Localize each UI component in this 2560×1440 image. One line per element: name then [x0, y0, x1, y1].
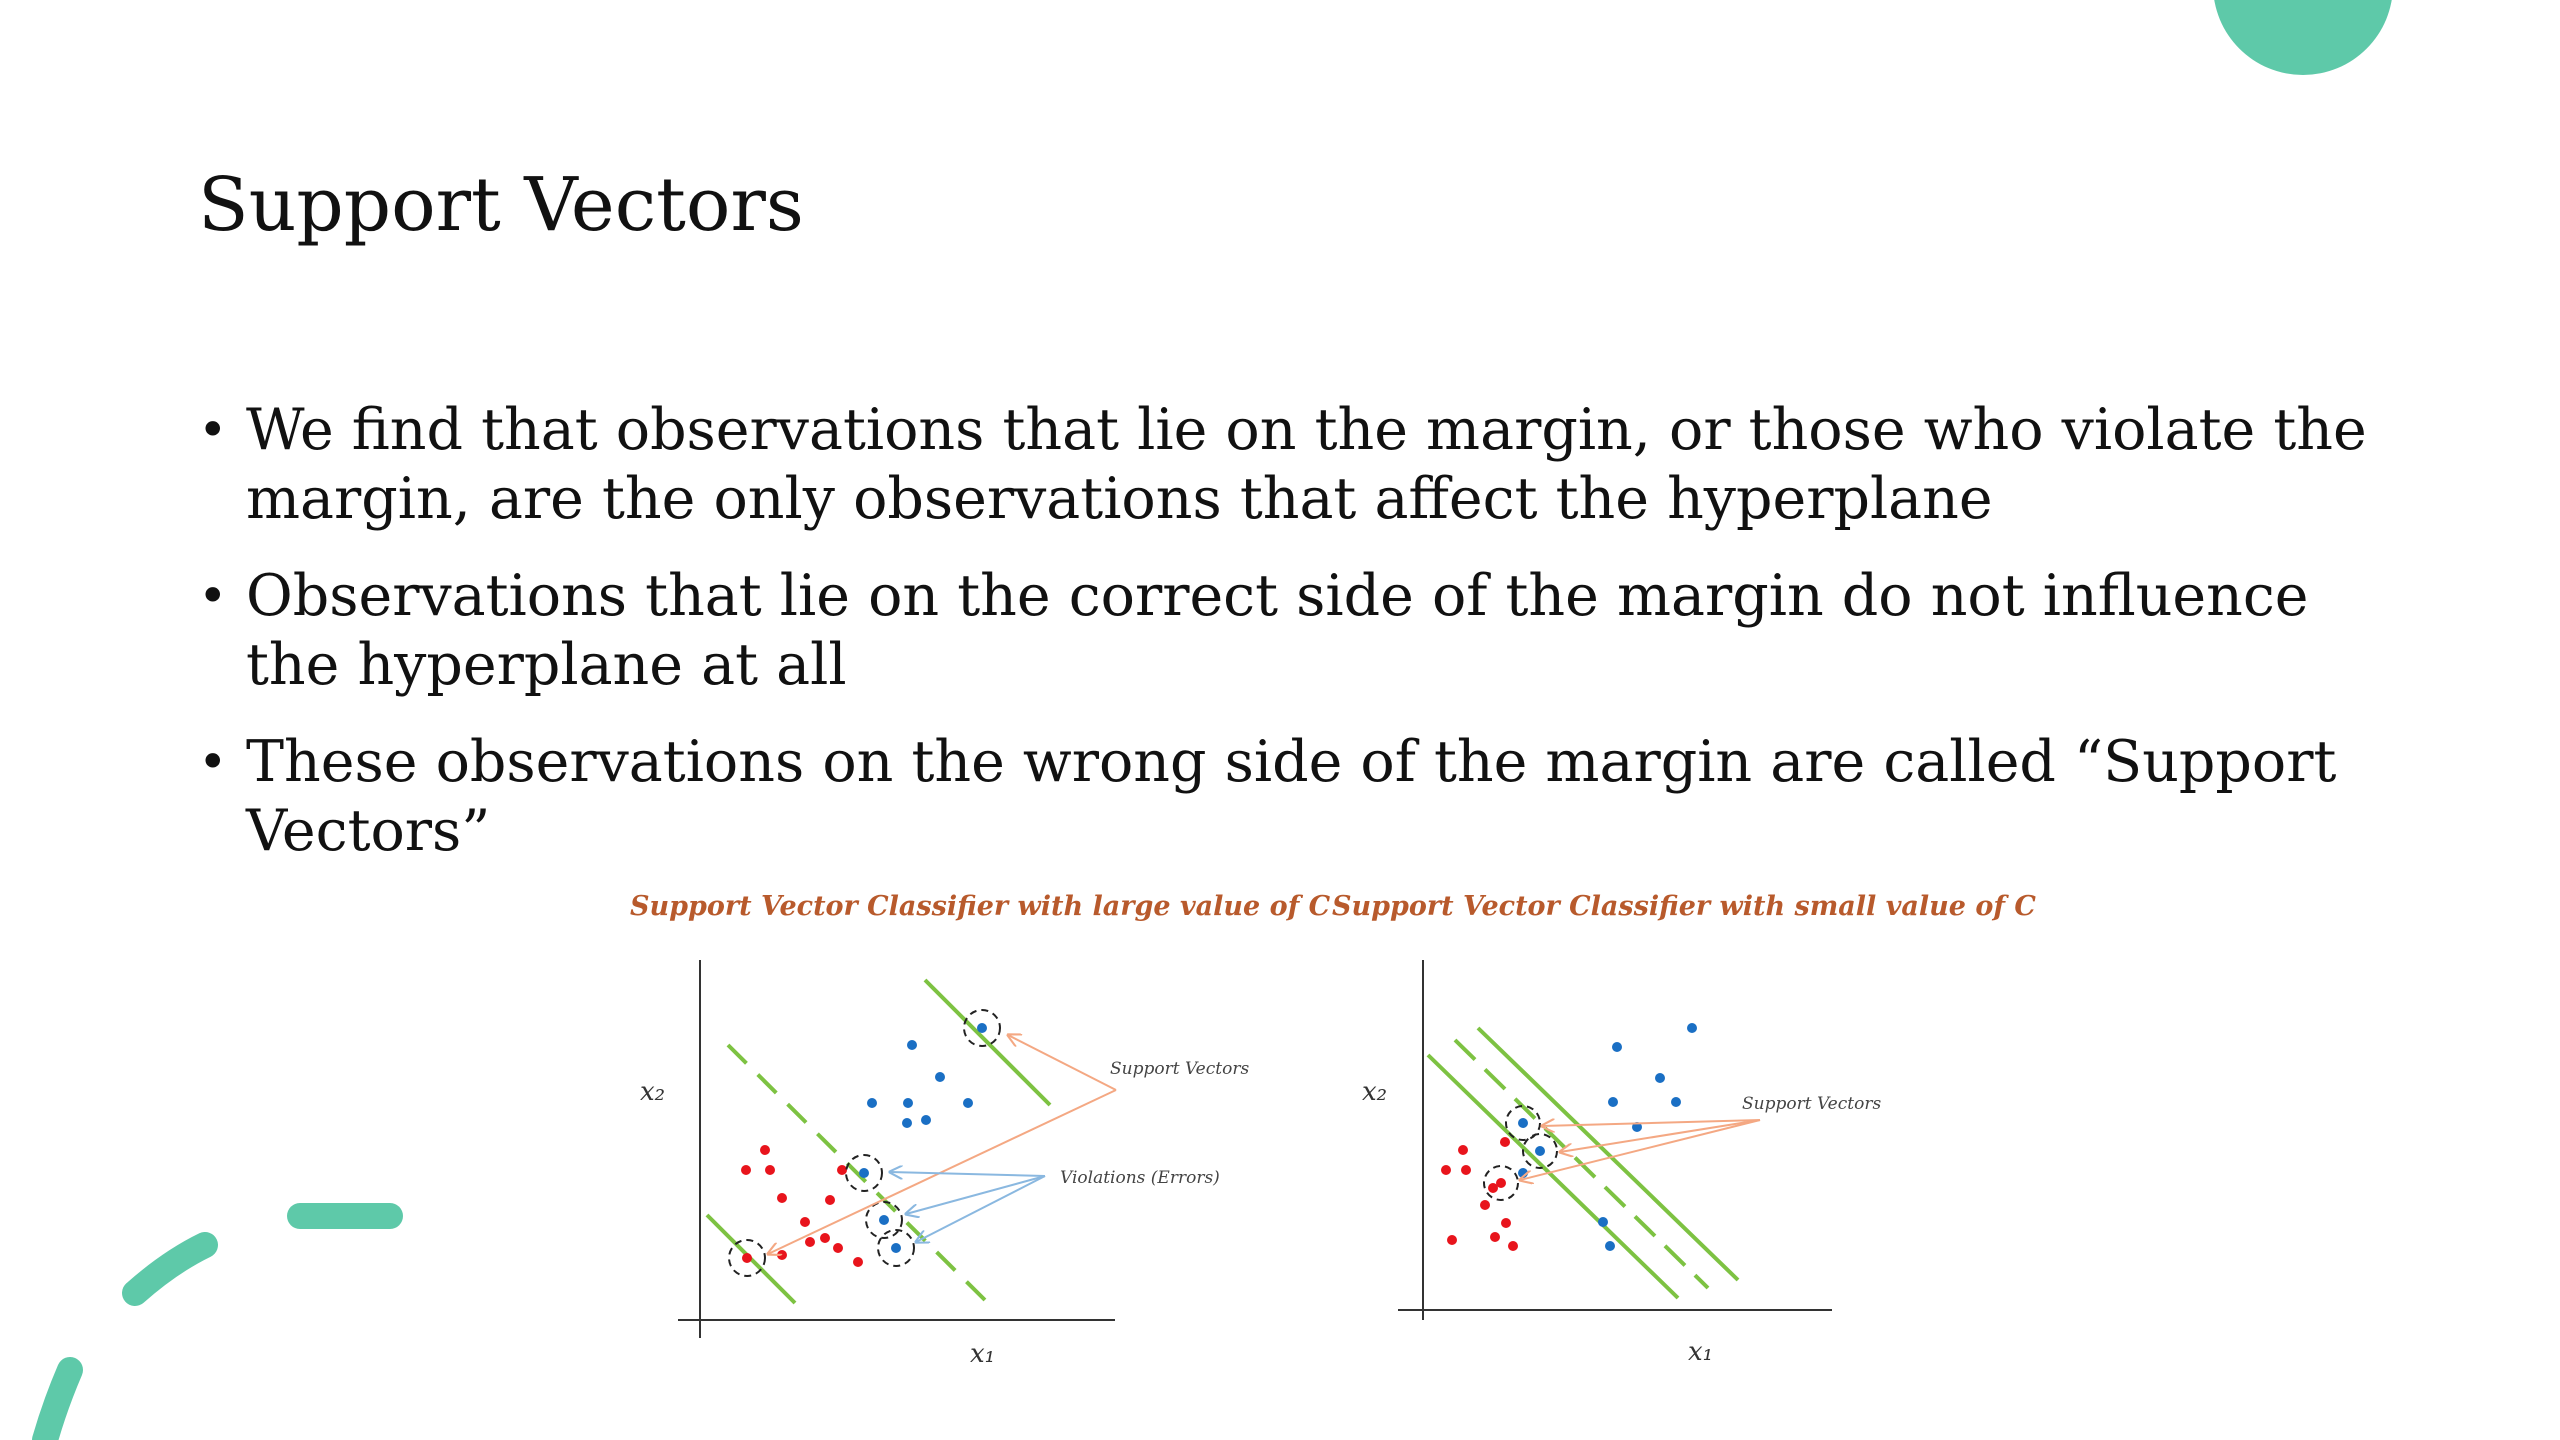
blue-point — [859, 1168, 869, 1178]
svm-figure — [610, 880, 2050, 1400]
top-right-circle-decoration — [2213, 0, 2393, 75]
blue-point — [1612, 1042, 1622, 1052]
blue-point — [1671, 1097, 1681, 1107]
red-point — [1496, 1178, 1506, 1188]
dash-arc-decoration-3 — [45, 1370, 70, 1440]
red-point — [805, 1237, 815, 1247]
left-panel-title: Support Vector Classifier with large value of C — [630, 891, 1331, 922]
bullet-item — [198, 728, 2378, 866]
right-red-points — [1441, 1137, 1518, 1251]
blue-point — [879, 1215, 889, 1225]
bullet-item — [198, 396, 2378, 534]
left-panel — [630, 891, 1331, 1369]
bullet-text: Observations that lie on the correct side of the margin do not influence the hyperplane at all — [246, 563, 2309, 698]
right-y-label: x₂ — [1362, 1077, 1388, 1107]
left-support-vector-rings — [729, 1010, 1000, 1276]
red-point — [777, 1250, 787, 1260]
dash-arc-decoration-2 — [135, 1245, 205, 1293]
bullet-item — [198, 562, 2378, 700]
red-point — [741, 1165, 751, 1175]
left-violation-arrow-3 — [916, 1176, 1045, 1242]
red-point — [765, 1165, 775, 1175]
left-violation-arrow-1 — [890, 1172, 1045, 1176]
bullet-dot-icon: • — [198, 401, 228, 459]
red-point — [1508, 1241, 1518, 1251]
left-red-points — [741, 1145, 863, 1267]
blue-point — [1687, 1023, 1697, 1033]
blue-point — [935, 1072, 945, 1082]
blue-point — [1518, 1168, 1528, 1178]
blue-point — [903, 1098, 913, 1108]
blue-point — [1655, 1073, 1665, 1083]
right-x-label: x₁ — [1688, 1337, 1714, 1367]
left-upper-margin-line — [925, 980, 1050, 1105]
red-point — [1447, 1235, 1457, 1245]
right-support-vectors-label: Support Vectors — [1742, 1094, 1882, 1114]
red-point — [1501, 1218, 1511, 1228]
blue-point — [1518, 1118, 1528, 1128]
red-point — [1480, 1200, 1490, 1210]
blue-point — [891, 1243, 901, 1253]
slide-title: Support Vectors — [198, 162, 804, 248]
bullet-list — [198, 396, 2378, 894]
red-point — [825, 1195, 835, 1205]
bullet-text: These observations on the wrong side of the margin are called “Support Vectors” — [246, 729, 2337, 864]
red-point — [833, 1243, 843, 1253]
right-lower-margin-line — [1428, 1055, 1678, 1298]
bullet-text: We find that observations that lie on the margin, or those who violate the margin, are the only observations that affect the hyperplane — [246, 397, 2367, 532]
left-violations-label: Violations (Errors) — [1060, 1168, 1220, 1188]
blue-point — [1535, 1146, 1545, 1156]
red-point — [853, 1257, 863, 1267]
blue-point — [921, 1115, 931, 1125]
blue-point — [867, 1098, 877, 1108]
red-point — [777, 1193, 787, 1203]
red-point — [820, 1233, 830, 1243]
blue-point — [1608, 1097, 1618, 1107]
red-point — [837, 1165, 847, 1175]
left-hyperplane-dashed — [728, 1045, 995, 1310]
right-panel-title: Support Vector Classifier with small value of C — [1332, 891, 2036, 922]
red-point — [1500, 1137, 1510, 1147]
blue-point — [977, 1023, 987, 1033]
red-point — [1490, 1232, 1500, 1242]
bullet-dot-icon: • — [198, 567, 228, 625]
red-point — [1441, 1165, 1451, 1175]
red-point — [760, 1145, 770, 1155]
blue-point — [1598, 1217, 1608, 1227]
bullet-dot-icon: • — [198, 733, 228, 791]
blue-point — [907, 1040, 917, 1050]
blue-point — [1605, 1241, 1615, 1251]
left-y-label: x₂ — [640, 1077, 666, 1107]
left-x-label: x₁ — [970, 1339, 996, 1369]
left-support-vectors-label: Support Vectors — [1110, 1059, 1250, 1079]
left-blue-points — [859, 1023, 987, 1253]
red-point — [742, 1253, 752, 1263]
blue-point — [902, 1118, 912, 1128]
left-violation-arrow-2 — [906, 1176, 1045, 1214]
red-point — [800, 1217, 810, 1227]
red-point — [1458, 1145, 1468, 1155]
blue-point — [963, 1098, 973, 1108]
red-point — [1461, 1165, 1471, 1175]
right-panel — [1332, 891, 2036, 1367]
